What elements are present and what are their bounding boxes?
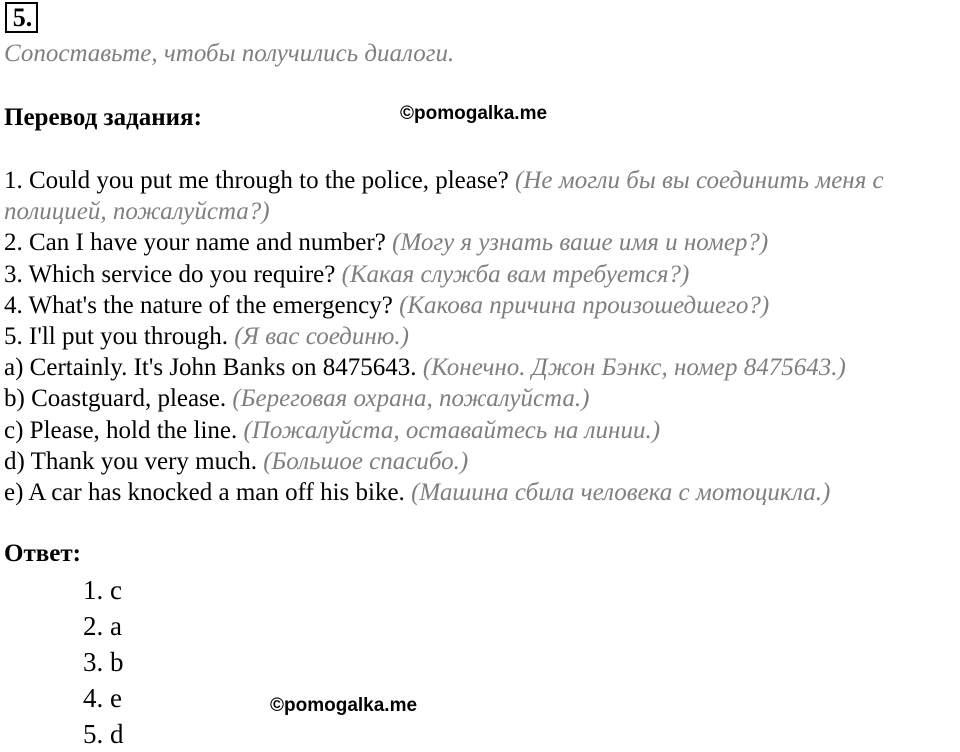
russian-translation: (Какова причина произошедшего?) (399, 291, 770, 319)
dialogue-line (4, 477, 959, 508)
english-text: d) Thank you very much. (4, 447, 257, 475)
dialogue-line (4, 383, 959, 414)
russian-translation: (Береговая охрана, пожалуйста.) (232, 385, 590, 413)
english-text: c) Please, hold the line. (4, 416, 238, 444)
answer-heading: Ответ: (4, 540, 81, 567)
russian-translation: (Большое спасибо.) (263, 447, 469, 475)
answer-list (83, 572, 124, 752)
russian-translation: (Не могли бы вы соединить меня с полицией, пожалуйста?) (4, 167, 884, 226)
english-text: a) Certainly. It's John Banks on 8475643. (4, 354, 417, 382)
english-text: 5. I'll put you through. (4, 323, 228, 351)
russian-translation: (Пожалуйста, оставайтесь на линии.) (243, 416, 661, 444)
english-text: 4. What's the nature of the emergency? (4, 291, 393, 319)
dialogue-line (4, 290, 959, 321)
dialogue-line (4, 259, 959, 290)
answer-item: 1. c (83, 575, 122, 605)
russian-translation: (Какая служба вам требуется?) (341, 260, 690, 288)
answer-item: 4. e (83, 683, 122, 713)
russian-translation: (Конечно. Джон Бэнкс, номер 8475643.) (422, 354, 846, 382)
translation-heading: Перевод задания: (4, 104, 202, 131)
english-text: 1. Could you put me through to the police, please? (4, 167, 509, 194)
dialogue-line (4, 321, 959, 352)
russian-translation: (Могу я узнать ваше имя и номер?) (392, 229, 769, 257)
dialogue-line (4, 227, 959, 258)
dialogue-lines (4, 165, 959, 508)
english-text: 2. Can I have your name and number? (4, 229, 386, 257)
english-text: b) Coastguard, please. (4, 385, 227, 413)
answer-item: 5. d (83, 719, 124, 749)
watermark: ©pomogalka.me (270, 695, 418, 716)
dialogue-line (4, 165, 959, 227)
russian-translation: (Я вас соединю.) (234, 323, 409, 351)
task-instruction: Сопоставьте, чтобы получились диалоги. (4, 40, 455, 67)
watermark: ©pomogalka.me (400, 103, 548, 124)
english-text: e) A car has knocked a man off his bike. (4, 479, 405, 507)
english-text: 3. Which service do you require? (4, 260, 336, 288)
answer-item: 3. b (83, 647, 124, 677)
dialogue-line (4, 415, 959, 446)
dialogue-line (4, 352, 959, 383)
dialogue-line (4, 446, 959, 477)
answer-item: 2. a (83, 611, 122, 641)
task-number: 5. (5, 2, 38, 33)
russian-translation: (Машина сбила человека с мотоцикла.) (411, 479, 831, 507)
